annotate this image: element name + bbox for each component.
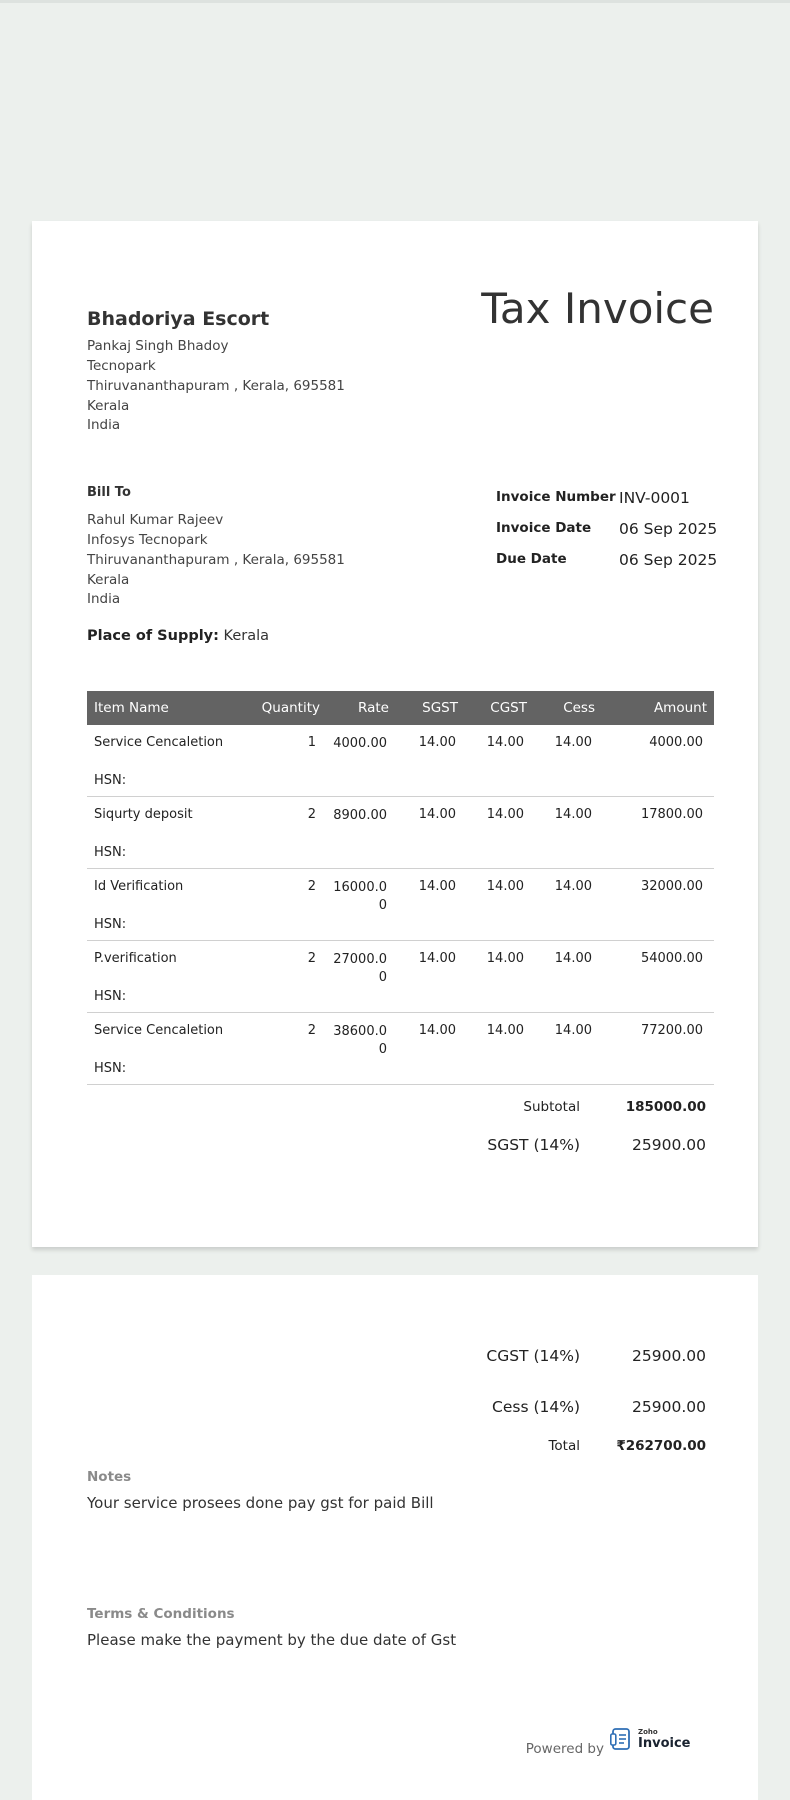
total-label: Total [548,1438,580,1454]
seller-address-line: Pankaj Singh Bhadoy [87,338,229,354]
top-border [0,0,790,3]
invoice-number-label: Invoice Number [496,489,616,505]
bill-to-address-line: Infosys Tecnopark [87,532,208,548]
item-rate: 38600.00 [333,1024,387,1057]
item-hsn: HSN: [94,845,127,860]
header-cess: Cess [563,700,595,716]
item-cess: 14.00 [554,735,592,750]
seller-address-line: India [87,417,121,433]
place-of-supply-label: Place of Supply: [87,628,219,644]
item-name: Id Verification [94,879,184,894]
items-table-header [87,691,714,725]
item-amount: 17800.00 [640,807,703,822]
item-cgst: 14.00 [486,879,524,894]
terms-text: Please make the payment by the due date of Gst [87,1631,457,1649]
notes-text: Your service prosees done pay gst for paid Bill [87,1494,434,1512]
item-cess: 14.00 [554,807,592,822]
document-title: Tax Invoice [481,284,714,333]
item-amount: 54000.00 [640,951,703,966]
item-quantity: 2 [307,807,316,822]
table-row [87,1013,714,1085]
due-date-value: 06 Sep 2025 [619,551,718,569]
total-value: ₹262700.00 [616,1438,706,1454]
due-date-label: Due Date [496,551,567,567]
subtotal-value: 185000.00 [625,1099,706,1115]
notes-label: Notes [87,1469,132,1485]
item-sgst: 14.00 [418,807,456,822]
table-row [87,869,714,941]
item-rate: 8900.00 [333,808,387,823]
header-amount: Amount [653,700,707,716]
item-hsn: HSN: [94,1061,127,1076]
items-table [87,691,714,1085]
brand-small-text: Zoho [638,1728,658,1736]
item-cgst: 14.00 [486,951,524,966]
item-cgst: 14.00 [486,807,524,822]
item-quantity: 2 [307,1023,316,1038]
item-cess: 14.00 [554,879,592,894]
item-quantity: 1 [307,735,316,750]
zoho-invoice-logo[interactable] [610,1726,714,1754]
item-rate: 27000.00 [333,952,387,985]
invoice-number-value: INV-0001 [619,489,690,507]
item-hsn: HSN: [94,917,127,932]
bill-to-address-line: India [87,591,121,607]
item-name: Siqurty deposit [94,807,193,822]
place-of-supply-value: Kerala [223,628,270,644]
item-cess: 14.00 [554,1023,592,1038]
invoice-date-value: 06 Sep 2025 [619,520,718,538]
item-sgst: 14.00 [418,951,456,966]
item-amount: 4000.00 [649,735,703,750]
bill-to-address-line: Rahul Kumar Rajeev [87,512,224,528]
item-cess: 14.00 [554,951,592,966]
header-rate: Rate [358,700,389,716]
item-quantity: 2 [307,951,316,966]
subtotal-label: Subtotal [523,1099,580,1115]
bill-to-label: Bill To [87,485,131,500]
powered-by-text: Powered by [525,1741,604,1757]
invoice-date-label: Invoice Date [496,520,592,536]
item-rate: 4000.00 [333,736,387,751]
sgst-total-label: SGST (14%) [487,1136,580,1154]
sgst-total-value: 25900.00 [632,1136,706,1154]
seller-address-line: Kerala [87,398,130,414]
table-row [87,725,714,797]
cess-total-label: Cess (14%) [492,1398,580,1416]
item-hsn: HSN: [94,989,127,1004]
invoice-page-2 [32,1275,758,1800]
cgst-total-value: 25900.00 [632,1347,706,1365]
item-sgst: 14.00 [418,1023,456,1038]
item-cgst: 14.00 [486,1023,524,1038]
item-cgst: 14.00 [486,735,524,750]
table-row [87,797,714,869]
item-name: P.verification [94,951,177,966]
item-sgst: 14.00 [418,735,456,750]
bill-to-address-line: Kerala [87,572,130,588]
cess-total-value: 25900.00 [632,1398,706,1416]
terms-label: Terms & Conditions [87,1606,235,1622]
brand-big-text: Invoice [638,1736,691,1751]
bill-to-address-line: Thiruvananthapuram , Kerala, 695581 [87,552,345,568]
seller-address-line: Thiruvananthapuram , Kerala, 695581 [87,378,345,394]
item-hsn: HSN: [94,773,127,788]
item-quantity: 2 [307,879,316,894]
header-item-name: Item Name [94,700,169,716]
item-sgst: 14.00 [418,879,456,894]
item-name: Service Cencaletion [94,735,224,750]
seller-address-line: Tecnopark [87,358,156,374]
seller-name: Bhadoriya Escort [87,308,270,330]
header-cgst: CGST [490,700,527,716]
item-name: Service Cencaletion [94,1023,224,1038]
invoice-page-1 [32,221,758,1247]
cgst-total-label: CGST (14%) [486,1347,580,1365]
place-of-supply [87,628,269,644]
item-rate: 16000.00 [333,880,387,913]
item-amount: 32000.00 [640,879,703,894]
header-quantity: Quantity [261,700,320,716]
item-amount: 77200.00 [640,1023,703,1038]
invoice-logo-icon [610,1728,632,1750]
header-sgst: SGST [422,700,458,716]
table-row [87,941,714,1013]
